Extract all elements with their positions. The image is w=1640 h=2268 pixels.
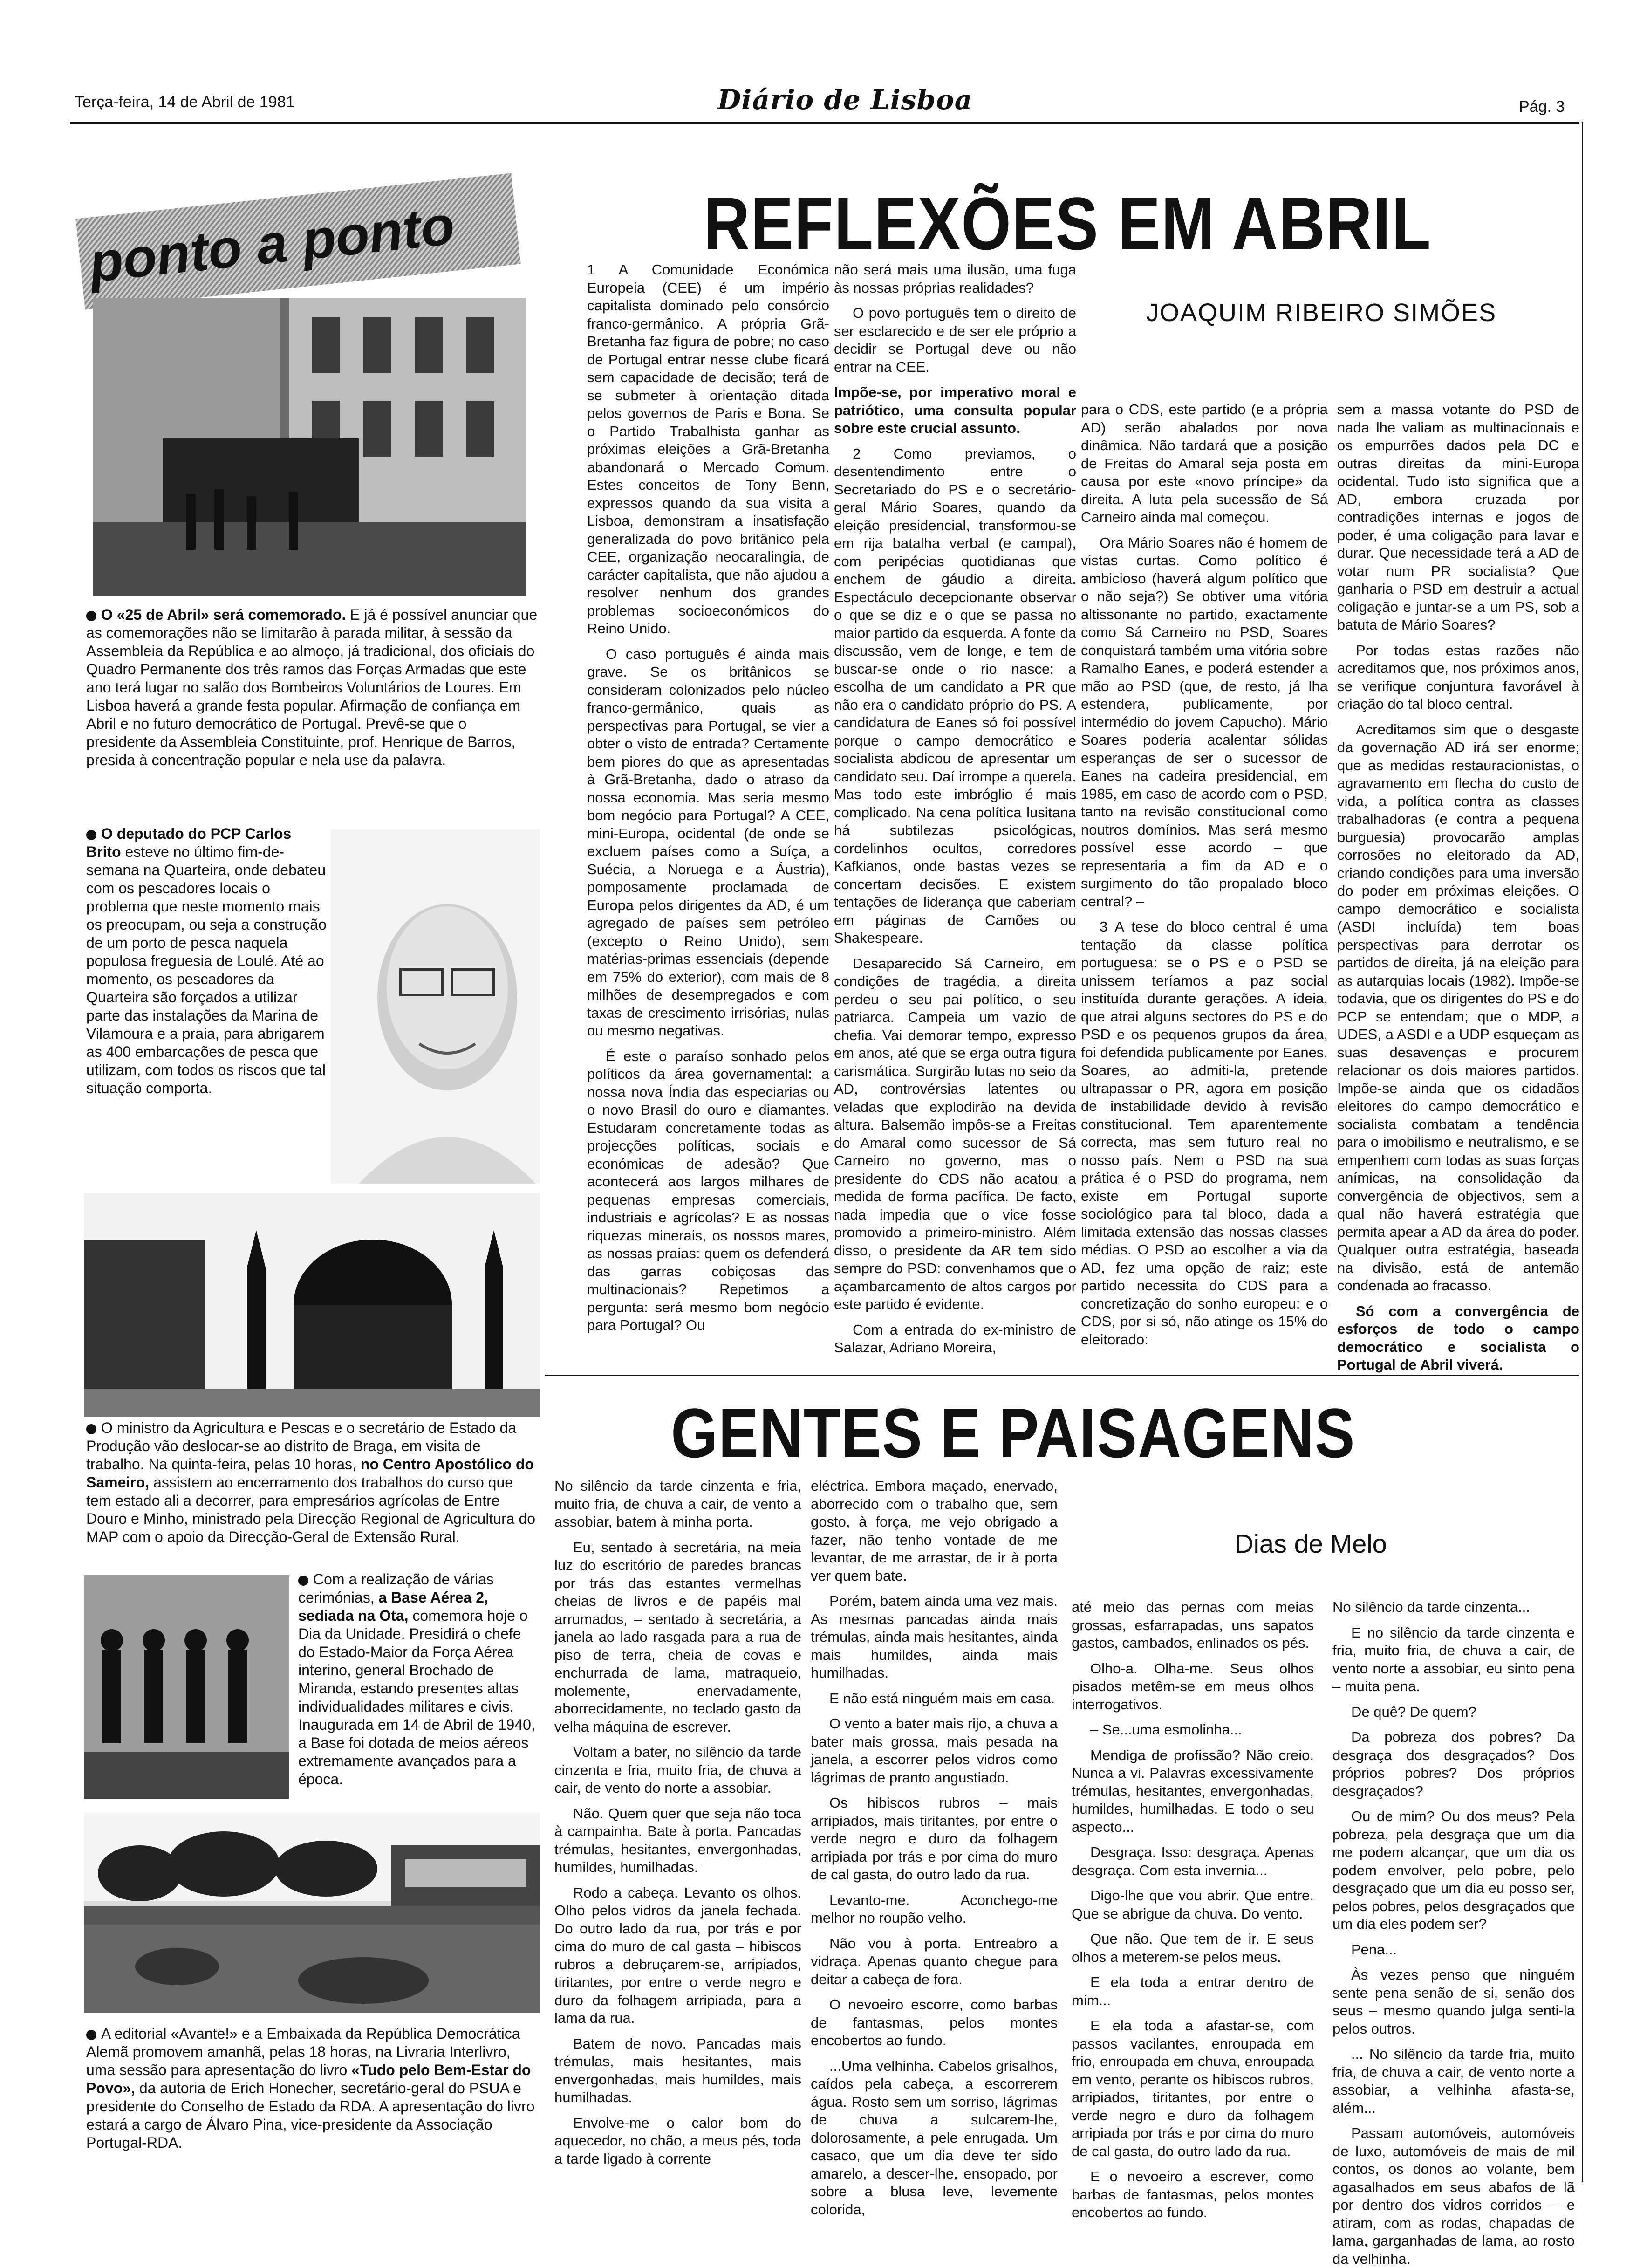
paragraph: Pena... <box>1351 1941 1397 1958</box>
paragraph: Eu, sentado à secretária, na meia luz do escritório de paredes brancas por trás das estantes vermelhas cheias de livros e de papéis mal arrumados, – sentado à secretária, a janela ao lado rasgada para a rua de piso de terra, cheia de covas e enchurrada de lama, matraqueio, molemente, enervadamente, aborrecidamente, no teclado gasto da velha máquina de escrever. <box>554 1539 801 1735</box>
paragraph: Passam automóveis, automóveis de luxo, automóveis de mais de mil contos, os donos ao volante, bem agasalhados em seus abafos de lã por dentro dos vidros corridos – e atiram, com as rodas, chapadas de lama, garganhadas de lama, ao rosto da velhinha. <box>1332 2125 1575 2267</box>
section-title-box <box>70 172 545 303</box>
paragraph: 1 A Comunidade Económica Europeia (CEE) é um império capitalista dominado pelo consórcio franco-germânico. A própria Grã-Bretanha faz figura de pobre; no caso de Portugal entrar nesse clube ficará sem capacidade de decisão; terá de se submeter à orientação ditada pelos governos de Paris e Bona. Se o Partido Trabalhista ganhar as próximas eleições a Grã-Bretanha abandonará o Mercado Comum. Estes conceitos de Tony Benn, expressos quando da sua visita a Lisboa, demonstram a insatisfação generalizada do povo britânico pela CEE, organização neocaralingia, de carácter capitalista, que não ajudou a resolver nenhum dos grandes problemas socioeconómicos do Reino Unido. <box>587 261 829 637</box>
paragraph: Levanto-me. Aconchego-me melhor no roupão velho. <box>811 1891 1058 1926</box>
paragraph: O povo português tem o direito de ser esclarecido e de ser ele próprio a decidir se Portugal deve ou não entrar na CEE. <box>834 305 1076 375</box>
paragraph: No silêncio da tarde cinzenta... <box>1332 1599 1530 1615</box>
paragraph: Mendiga de profissão? Não creio. Nunca a vi. Palavras excessivamente trémulas, hesitantes, envergonhadas, humildes, humilhadas. E todo o seu aspecto... <box>1072 1747 1314 1835</box>
paragraph: 3 A tese do bloco central é uma tentação da classe política portuguesa: se o PS e o PSD se unissem teríamos a paz social instituída durante gerações. A ideia, que atrai alguns sectores do PS e do PSD e os pequenos grupos da área, foi defendida publicamente por Eanes. Soares, ao admiti-la, pretende ultrapassar o PR, agora em posição de instabilidade devido à revisão constitucional. Tem aparentemente correcta, mas sem futuro real no nosso país. Nem o PSD na sua prática é o PSD do programa, nem existe em Portugal suporte sociológico para tal bloco, dada a limitada extensão das nossas classes médias. O PSD ao escolher a via da AD, fez uma opção de raiz; este partido necessita do CDS para a concretização do sonho europeu; e o CDS, por si só, não atinge os 15% do eleitorado: <box>1081 918 1328 1348</box>
article2-column-1 <box>554 1477 801 2181</box>
paragraph: Desaparecido Sá Carneiro, em condições de tragédia, a direita perdeu o seu pai político, o seu patriarca. Campeia um vazio de chefia. Vai demorar tempo, expresso em anos, até que se erga outra figura carismática. Surgirão lutas no seio da AD, controvérsias latentes ou veladas que explodirão na devida altura. Balsemão impôs-se a Freitas do Amaral como sucessor de Sá Carneiro no governo, mas o presidente do CDS não acatou a medida de forma pacífica. De facto, nada impedia que o vice fosse promovido a primeiro-ministro. Além disso, o presidente da AR tem sido sempre do PSD: convenhamos que o açambarcamento de altos cargos por este partido é evidente. <box>834 955 1076 1312</box>
news-brief-agricultura <box>86 1419 538 1573</box>
paragraph: Rodo a cabeça. Levanto os olhos. Olho pelos vidros da janela fechada. Do outro lado da rua, por trás e por cima do muro de cal gasta – hibiscos rubros a debruçarem-se, arripiados, tiritantes, por entre o verde negro e duro da folhagem arripiada, para a lama da rua. <box>554 1884 801 2026</box>
bullet-icon <box>86 611 96 621</box>
paragraph-bold: Só com a convergência de esforços de todo o campo democrático e socialista o Portugal de Abril viverá. <box>1337 1302 1579 1373</box>
paragraph: Voltam a bater, no silêncio da tarde cinzenta e fria, muito fria, de chuva a cair, de vento do norte a assobiar. <box>554 1744 801 1796</box>
news-brief-25-abril <box>86 606 538 820</box>
paragraph: Da pobreza dos pobres? Da desgraça dos desgraçados? Dos próprios pobres? Dos próprios desgraçados? <box>1332 1729 1575 1799</box>
paragraph: O vento a bater mais rijo, a chuva a bater mais grossa, mais pesada na janela, a escorrer pelos vidros como lágrimas de pranto angustiado. <box>811 1715 1058 1786</box>
newspaper-masthead: Diário de Lisboa <box>718 84 973 116</box>
paragraph: 2 Como previamos, o desentendimento entre o Secretariado do PS e o secretário-geral Mário Soares, quando da eleição presidencial, transformou-se em rija batalha verbal (e campal), com peripécias quotidianas que enchem de gáudio a direita. Espectáculo decepcionante observar o que se diz e o que se passa no maior partido da esquerda. A fonte da discussão, vem de longe, e tem de buscar-se onde o rio nasce: a escolha de um candidato a PR que não era o candidato próprio do PS. A candidatura de Eanes só foi possível porque o campo democrático e socialista abdicou de apresentar um candidato seu. Daí irrompe a querela. Mas todo este imbróglio é mais complicado. Na cena política lusitana há subtilezas psicológicas, cordelinhos ocultos, corredores Kafkianos, onde bastas vezes se concertam decisões. E existem tentações de liderança que caberiam em páginas de Camões ou Shakespeare. <box>834 445 1076 946</box>
article-separator-rule <box>545 1375 1579 1376</box>
bullet-icon <box>298 1576 308 1586</box>
news-brief-avante <box>86 2025 538 2183</box>
paragraph: Desgraça. Isso: desgraça. Apenas desgraça. Com esta invernia... <box>1072 1844 1314 1878</box>
sameiro-sanctuary-photo <box>84 1193 540 1417</box>
brief-text-2: da autoria de Erich Honecher, secretário-geral do PSUA e presidente do Conselho de Estado da RDA. A apresentação do livro estará a cargo de Álvaro Pina, vice-presidente da Associação Portugal-RDA. <box>86 2080 535 2151</box>
news-brief-base-aerea <box>298 1570 540 1803</box>
brief-lead: O deputado do PCP Carlos Brito <box>86 825 292 860</box>
paragraph: para o CDS, este partido (e a própria AD) serão abalados por nova dinâmica. Não tardará que a posição de Freitas do Amaral seja posta em causa por este «novo príncipe» da direita. A luta pela sucessão de Sá Carneiro ainda mal começou. <box>1081 401 1328 525</box>
paragraph: O caso português é ainda mais grave. Se os britânicos se consideram colonizados pelo núcleo franco-germânico, quais as perspectivas para Portugal, se vier a obter o visto de entrada? Certamente bem piores do que as apresentadas à Grã-Bretanha, dado o atraso da nossa economia. Mas seria mesmo bom negócio para Portugal? A CEE, mini-Europa, ocidental (de onde se excluem países como a Suíça, a Suécia, a Noruega e a Áustria), pomposamente proclamada de Europa pelos dirigentes da AD, é um agregado de países sem petróleo (excepto o Reino Unido), sem matérias-primas essenciais (depende em 75% do exterior), com mais de 8 milhões de desempregados e com taxas de crescimento irrisórias, nulas ou mesmo negativas. <box>587 645 829 1039</box>
paragraph: É este o paraíso sonhado pelos políticos da área governamental: a nossa nova Índia das especiarias ou o novo Brasil do ouro e diamantes. Estudaram concretamente todas as projecções políticas, sociais e económicas de adesão? Que acontecerá aos largos milhares de pequenas empresas comerciais, industriais e agrícolas? E as nossas riquezas minerais, os nossos mares, as nossas praias: quem os defenderá das garras cobiçosas das multinacionais? Repetimos a pergunta: será mesmo bom negócio para Portugal? Ou <box>587 1048 829 1333</box>
article1-column-2 <box>834 261 1076 1361</box>
brief-text: Com a realização de várias cerimónias, <box>298 1571 494 1606</box>
issue-date: Terça-feira, 14 de Abril de 1981 <box>75 93 295 111</box>
paragraph: Olho-a. Olha-me. Seus olhos pisados metêm-se em meus olhos interrogativos. <box>1072 1660 1314 1713</box>
paragraph: De quê? De quem? <box>1351 1703 1476 1720</box>
brief-bold: a Base Aérea 2, sediada na Ota, <box>298 1589 488 1624</box>
article1-column-3 <box>1081 401 1328 1361</box>
brief-text: A editorial «Avante!» e a Embaixada da República Democrática Alemã promovem amanhã, pelas 18 horas, na Livraria Interlivro, uma sessão para apresentação do livro <box>86 2025 520 2078</box>
brief-lead: O «25 de Abril» será comemorado. <box>101 606 346 623</box>
paragraph: Digo-lhe que vou abrir. Que entre. Que se abrigue da chuva. Do vento. <box>1072 1887 1314 1922</box>
section-title: ponto a ponto <box>75 173 520 309</box>
air-base-photo <box>84 1813 540 2013</box>
article-byline-reflexoes: JOAQUIM RIBEIRO SIMÕES <box>1146 299 1497 327</box>
street-photo <box>93 298 526 596</box>
article2-column-3 <box>1072 1598 1314 2220</box>
paragraph: Ou de mim? Ou dos meus? Pela pobreza, pela desgraça que um dia me podem alcançar, que um dia os podem envolver, pelo pobre, pelo desgraçado que um dia eu posso ser, pelos pobres, pelos desgraçados que um dia eles podem ser? <box>1332 1808 1575 1932</box>
article-byline-gentes: Dias de Melo <box>1235 1529 1387 1558</box>
article2-column-2 <box>811 1477 1058 2218</box>
brief-text: O ministro da Agricultura e Pescas e o secretário de Estado da Produção vão deslocar-se ao distrito de Braga, em visita de trabalho. Na quinta-feira, pelas 10 horas, <box>86 1419 517 1473</box>
paragraph: Que não. Que tem de ir. E seus olhos a meterem-se pelos meus. <box>1072 1931 1314 1965</box>
paragraph: Com a entrada do ex-ministro de Salazar, Adriano Moreira, <box>834 1321 1076 1356</box>
paragraph: ...Uma velhinha. Cabelos grisalhos, caídos pela cabeça, a escorrerem água. Rosto sem um sorriso, lágrimas de chuva a sulcarem-lhe, dolorosamente, a pele enrugada. Um casaco, que um dia deve ter sido amarelo, a descer-lhe, ensopado, por sobre a blusa leve, levemente colorida, <box>811 2057 1058 2218</box>
brief-bold: «Tudo pelo Bem-Estar do Povo», <box>86 2062 531 2097</box>
paragraph: O nevoeiro escorre, como barbas de fantasmas, pelos montes encobertos ao fundo. <box>811 1996 1058 2049</box>
paragraph: Não vou à porta. Entreabro a vidraça. Apenas quanto chegue para deitar a cabeça de fora. <box>811 1935 1058 1987</box>
paragraph: Às vezes penso que ninguém sente pena senão de si, senão dos seus – mesmo quando julga senti-la pelos outros. <box>1332 1967 1575 2037</box>
paragraph: ... No silêncio da tarde fria, muito fria, de chuva a cair, de vento norte a assobiar, a velhinha afasta-se, além... <box>1332 2046 1575 2116</box>
paragraph: E ela toda a entrar dentro de mim... <box>1072 1974 1314 2008</box>
paragraph: E ela toda a afastar-se, com passos vacilantes, enroupada em frio, enroupada em chuva, enroupada em vento, perante os hibiscos rubros, arripiados, tiritantes, por entre o verde negro e duro da folhagem arripiada por trás e por cima do muro de cal gasta, do outro lado da rua. <box>1072 2017 1314 2159</box>
article2-column-4 <box>1332 1598 1575 2267</box>
paragraph: E no silêncio da tarde cinzenta e fria, muito fria, de chuva a cair, de vento norte a assobiar, eu sinto pena – muita pena. <box>1332 1624 1575 1694</box>
brief-text: esteve no último fim-de-semana na Quarteira, onde debateu com os pescadores locais o problema que neste momento mais os preocupam, ou seja a construção de um porto de pesca naquela populosa freguesia de Loulé. Até ao momento, os pescadores da Quarteira são forçados a utilizar parte das instalações da Marina de Vilamoura e a praia, para abrigarem as 400 embarcações de pesca que utilizam, com todos os riscos que tal situação comporta. <box>86 843 327 1096</box>
article1-column-4 <box>1337 401 1579 1373</box>
paragraph-bold: Impõe-se, por imperativo moral e patriótico, uma consulta popular sobre este crucial assunto. <box>834 384 1076 436</box>
paragraph: Porém, batem ainda uma vez mais. As mesmas pancadas ainda mais trémulas, ainda mais hesitantes, ainda mais humildes, ainda mais humilhadas. <box>811 1593 1058 1681</box>
paragraph: E não está ninguém mais em casa. <box>829 1690 1055 1706</box>
paragraph: sem a massa votante do PSD de nada lhe valiam as multinacionais e os empurrões dados pela DC e outras direitas da mini-Europa ocidental. Tudo isto significa que a AD, embora cruzada por contradições internas e jogos de poder, é uma coligação para lavar e durar. Que necessidade terá a AD de votar num PR socialista? Que ganharia o PSD em destruir a actual coligação e juntar-se a um PS, sob a batuta de Mário Soares? <box>1337 401 1579 633</box>
brief-text-2: comemora hoje o Dia da Unidade. Presidirá o chefe do Estado-Maior da Força Aérea interino, general Brochado de Miranda, estando presentes altas individualidades militares e civis. Inaugurada em 14 de Abril de 1940, a Base foi dotada de meios aéreos extremamente avançados para a época. <box>298 1607 535 1788</box>
paragraph: Não. Quem quer que seja não toca à campainha. Bate à porta. Pancadas trémulas, hesitantes, envergonhadas, humildes, humilhadas. <box>554 1805 801 1875</box>
paragraph: Acreditamos sim que o desgaste da governação AD irá ser enorme; que as medidas restauracionistas, o agravamento em flecha do custo de vida, a política contra as classes trabalhadoras (e contra a pequena burguesia) provocarão amplas corrosões no eleitorado da AD, criando condições para uma inversão do poder em próximas eleições. O campo democrático e socialista (ASDI incluída) tem boas perspectivas para derrotar os partidos de direita, já na eleição para as autarquias locais (1982). Impõe-se todavia, que os dirigentes do PS e do PCP se entendam; que o MDP, a UDES, a ASDI e a UDP esqueçam as suas desavenças e procurem relacionar os dois maiores partidos. Impõe-se ainda que os cidadãos eleitores do campo democrático e socialista combatam a tendência para o imobilismo e neutralismo, e se empenhem com todas as suas forças anímicas, na consolidação da convergência de objectivos, sem a qual não haverá estratégia que permita apear a AD da área do poder. Qualquer outra estratégia, baseada na divisão, está de antemão condenada ao fracasso. <box>1337 721 1579 1294</box>
bullet-icon <box>86 2030 96 2040</box>
brief-bold: no Centro Apostólico do Sameiro, <box>86 1456 534 1491</box>
header-rule <box>70 122 1579 124</box>
paragraph: Os hibiscos rubros – mais arripiados, mais tiritantes, por entre o verde negro e duro da folhagem arripiada por trás e por cima do muro de cal gasta, do outro lado da rua. <box>811 1795 1058 1883</box>
bullet-icon <box>86 1424 96 1434</box>
paragraph: Batem de novo. Pancadas mais trémulas, mais hesitantes, mais envergonhadas, mais humildes, mais humilhadas. <box>554 2035 801 2105</box>
paragraph: – Se...uma esmolinha... <box>1090 1721 1242 1738</box>
military-parade-photo <box>84 1575 289 1799</box>
page-edge-rule <box>1582 122 1583 2182</box>
brief-text: E já é possível anunciar que as comemorações não se limitarão à parada militar, à sessão da Assembleia da República e ao almoço, já tradicional, dos oficiais do Quadro Permanente dos três ramos das Forças Armadas que este ano terá lugar no salão dos Bombeiros Voluntários de Loures. Em Lisboa haverá a grande festa popular. Afirmação de confiança em Abril e no futuro democrático de Portugal. Prevê-se que o presidente da Assembleia Constituinte, prof. Henrique de Barros, presida à concentração popular e nela use da palavra. <box>86 606 538 768</box>
paragraph: até meio das pernas com meias grossas, esfarrapadas, uns sapatos gastos, cambados, enlinados os pés. <box>1072 1599 1314 1651</box>
article1-column-1 <box>587 261 829 1361</box>
paragraph: Por todas estas razões não acreditamos que, nos próximos anos, se verifique conjuntura favorável à criação do tal bloco central. <box>1337 642 1579 712</box>
paragraph: No silêncio da tarde cinzenta e fria, muito fria, de chuva a cair, de vento a assobiar, batem à minha porta. <box>554 1478 801 1530</box>
paragraph: Envolve-me o calor bom do aquecedor, no chão, a meus pés, toda a tarde ligado à corrente <box>554 2114 801 2167</box>
article-headline-gentes: GENTES E PAISAGENS <box>671 1394 1356 1472</box>
bullet-icon <box>86 830 96 840</box>
news-brief-carlos-brito <box>86 825 328 1188</box>
paragraph: E o nevoeiro a escrever, como barbas de fantasmas, pelos montes encobertos ao fundo. <box>1072 2168 1314 2220</box>
brief-text-2: assistem ao encerramento dos trabalhos do curso que tem estado ali a decorrer, para empresários agrícolas de Entre Douro e Minho, ministrado pela Direcção Regional de Agricultura do MAP com o apoio da Direcção-Geral de Extensão Rural. <box>86 1474 536 1545</box>
paragraph: não será mais uma ilusão, uma fuga às nossas próprias realidades? <box>834 261 1076 296</box>
paragraph: eléctrica. Embora maçado, enervado, aborrecido com o trabalho que, sem gosto, à força, me vejo obrigado a fazer, não tenho vontade de me levantar, de me arrastar, de ir à porta ver quem bate. <box>811 1478 1058 1584</box>
article-headline-reflexoes: REFLEXÕES EM ABRIL <box>704 182 1432 265</box>
page-number: Pág. 3 <box>1519 98 1565 116</box>
portrait-photo <box>331 829 540 1184</box>
paragraph: Ora Mário Soares não é homem de vistas curtas. Como político é ambicioso (haverá algum político que o não seja?) Se obtiver uma vitória altissonante no partido, exactamente como Sá Carneiro no PSD, Soares conquistará também uma vitória sobre Ramalho Eanes, e poderá estender a mão ao PSD (que, de resto, já lha estendera, publicamente, por intermédio do jovem Capucho). Mário Soares poderia acalentar sólidas esperanças de ser o sucessor de Eanes na cadeira presidencial, em 1985, em caso de acordo com o PSD, tanto na revisão constitucional como noutros domínios. Mas será mesmo possível esse acordo – que representaria a fim da AD e o surgimento do tão propalado bloco central? – <box>1081 534 1328 910</box>
